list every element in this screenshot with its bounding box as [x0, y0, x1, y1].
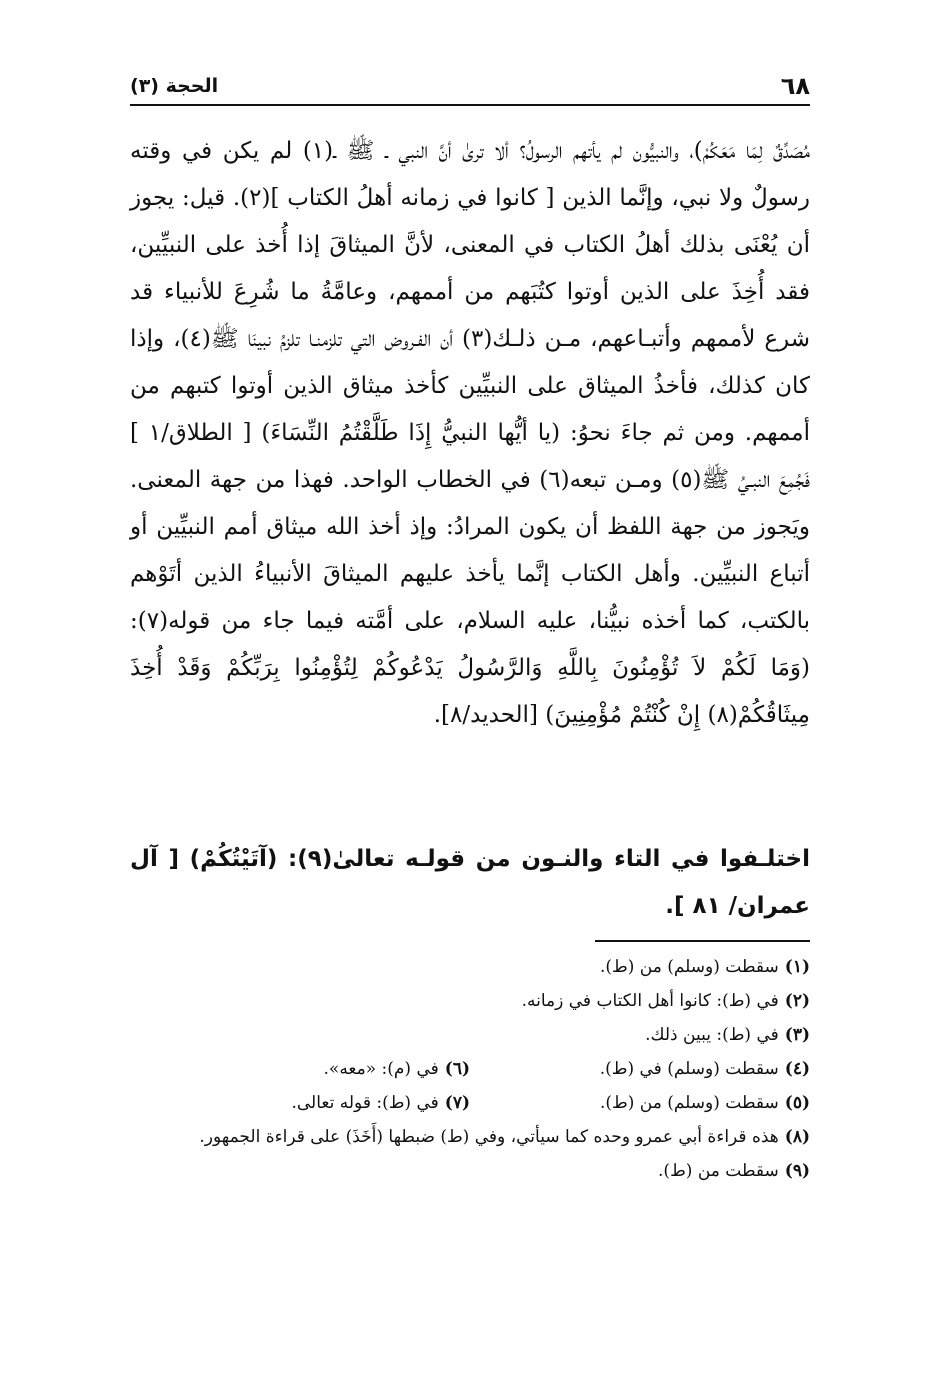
footnote-text: سقطت من (ط).	[658, 1161, 779, 1181]
footnote-text: في (م): «معه».	[323, 1059, 439, 1079]
footnote-text: في (ط): يبين ذلك.	[645, 1025, 779, 1045]
footnote-number: (٩)	[784, 1161, 810, 1181]
footnote-1	[130, 950, 810, 984]
footnote-number: (٧)	[444, 1093, 470, 1113]
footnote-text: في (ط): قوله تعالى.	[291, 1093, 439, 1113]
footnote-number: (١)	[784, 957, 810, 977]
footnote-number: (٢)	[784, 991, 810, 1011]
footnote-number: (٨)	[784, 1127, 810, 1147]
footnote-number: (٦)	[444, 1059, 470, 1079]
footnote-2	[130, 984, 810, 1018]
footnote-text: سقطت (وسلم) في (ط).	[599, 1059, 779, 1079]
page-header	[130, 68, 810, 106]
footnote-row	[130, 1052, 810, 1086]
body-paragraph: مُصَدِّقٌ لِمَا مَعَكُمْ)، والنبيُّون لم يأتهم الرسولُ؟ ألا ترىٰ أنَّ النبي ـ ﷺ ـ(١) لم يكن في وقته رسولٌ ولا نبي، وإنَّما الذين [ كانوا في زمانه أهلُ الكتاب ](٢). قيل: يجوز أن يُعْنَى بذلك أهلُ الكتاب في المعنى، لأنَّ الميثاقَ إذا أُخذ على النبيِّين، فقد أُخِذَ على الذين أوتوا كتُبَهم من أممهم، وعامَّةُ ما شُرِعَ للأنبياء قد شرع لأممهم وأتبـاعهم، مـن ذلـك(٣) أن الفـروض التي تلزمنـا تلزمُ نبينَا ﷺ(٤)، وإذا كان كذلك، فأخذُ الميثاق على النبيِّين كأخذ ميثاق الذين أوتوا كتبهم من أممهم. ومن ثم جاءَ نحوُ: (يا أيُّها النبيُّ إِذَا طَلَّقْتُمُ النِّسَاءَ) [ الطلاق/١ ] فَجُمِعَ النبـيُ ﷺ(٥) ومـن تبعه(٦) في الخطاب الواحد. فهذا من جهة المعنى. ويَجوز من جهة اللفظ أن يكون المرادُ: وإذ أخذ الله ميثاق أمم النبيِّين أو أتباع النبيِّين. وأهل الكتاب إنَّما يأخذ عليهم الميثاقَ الأنبياءُ الذين أتَوْهم بالكتب، كما أخذه نبيُّنا، عليه السلام، على أمَّته فيما جاء من قوله(٧): (وَمَا لَكُمْ لاَ تُؤْمِنُونَ بِاللَّهِ وَالرَّسُولُ يَدْعُوكُمْ لِتُؤْمِنُوا بِرَبِّكُمْ وَقَدْ أُخِذَ مِيثَاقُكُمْ(٨) إِنْ كُنْتُمْ مُؤْمِنِينَ) [الحديد/٨].	[130, 138, 811, 728]
footnote-number: (٥)	[784, 1093, 810, 1113]
running-title: الحجة (٣)	[130, 75, 219, 97]
page-number: ٦٨	[780, 72, 810, 100]
footnote-number: (٣)	[784, 1025, 810, 1045]
footnote-row	[130, 1086, 810, 1120]
main-text	[130, 128, 810, 739]
footnotes	[130, 950, 810, 1188]
footnote-text: سقطت (وسلم) من (ط).	[599, 957, 779, 977]
footnote-6	[130, 1052, 470, 1086]
section-heading: اختلـفوا في التاء والنـون من قولـه تعالىٰ(٩): (آتَيْتُكُمْ) [ آل عمران/ ٨١ ].	[130, 846, 810, 919]
footnote-4	[470, 1052, 810, 1086]
footnote-text: في (ط): كانوا أهل الكتاب في زمانه.	[521, 991, 779, 1011]
footnote-7	[130, 1086, 470, 1120]
footnote-5	[470, 1086, 810, 1120]
footnote-3	[130, 1018, 810, 1052]
footnote-text: هذه قراءة أبي عمرو وحده كما سيأتي، وفي (ط) ضبطها (أَخَذَ) على قراءة الجمهور.	[199, 1127, 779, 1147]
footnote-text: سقطت (وسلم) من (ط).	[599, 1093, 779, 1113]
footnote-number: (٤)	[784, 1059, 810, 1079]
footnote-8	[130, 1120, 810, 1154]
footnote-9	[130, 1154, 810, 1188]
footnote-separator	[595, 940, 810, 942]
